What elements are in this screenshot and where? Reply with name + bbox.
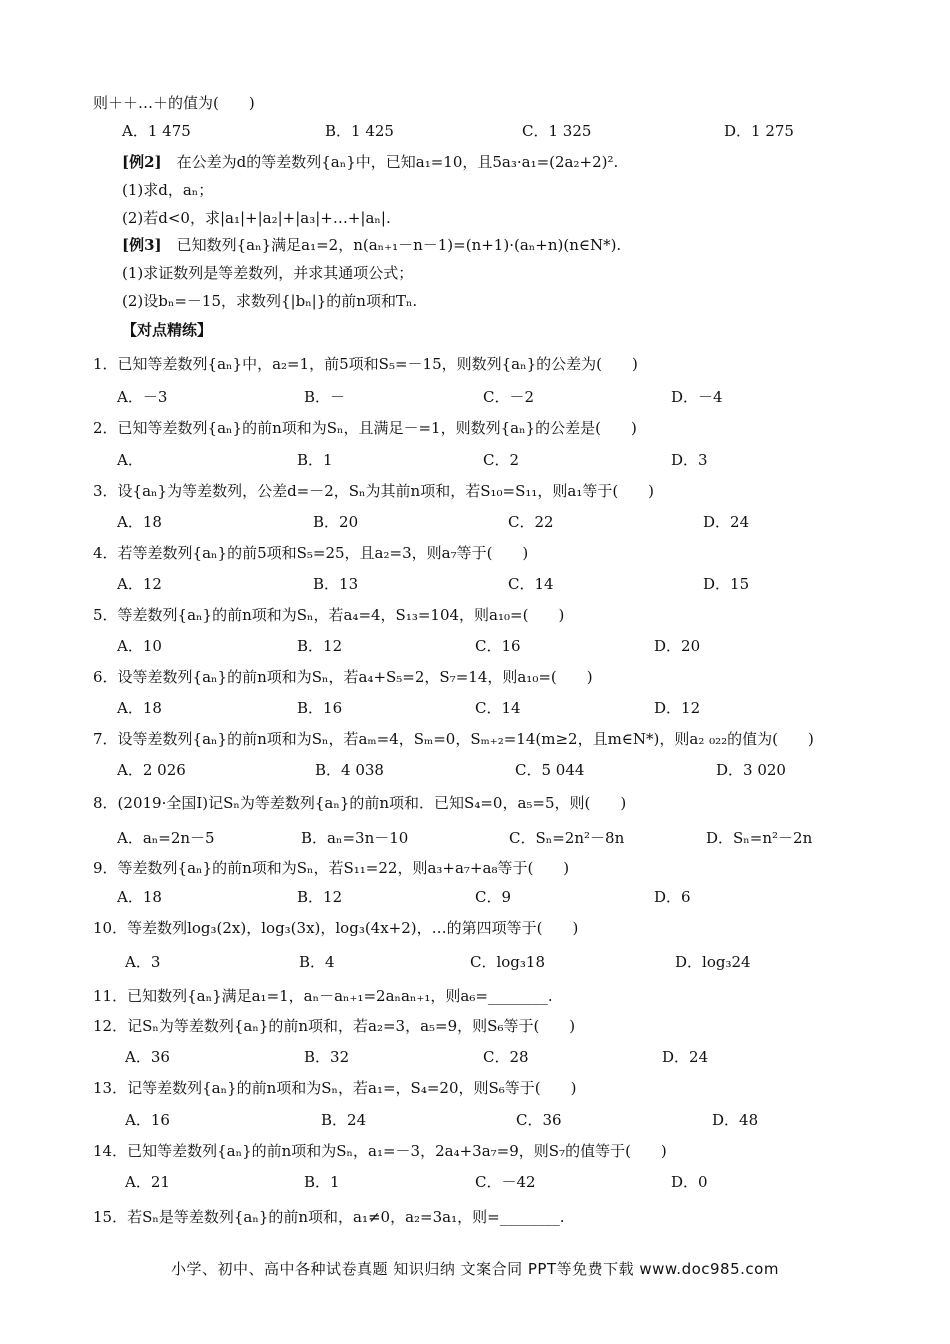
answer-option: D．－4 xyxy=(671,388,723,406)
line-text: (1)求证数列是等差数列，并求其通项公式； xyxy=(122,264,414,282)
answer-option: B．1 xyxy=(297,451,333,469)
options-row xyxy=(0,387,950,407)
line-text: 14．已知等差数列{aₙ}的前n项和为Sₙ，a₁=－3，2a₄+3a₇=9，则S₇的值等于( ) xyxy=(93,1142,667,1160)
answer-option: C．－2 xyxy=(483,388,535,406)
answer-option: D．log₃24 xyxy=(675,953,751,971)
answer-option: C．36 xyxy=(516,1111,562,1129)
line-text: 则＋＋…＋的值为( ) xyxy=(93,94,255,112)
answer-option: C．Sₙ=2n²－8n xyxy=(509,829,625,847)
answer-option: C．14 xyxy=(508,575,554,593)
options-row xyxy=(0,887,950,907)
question-line xyxy=(122,263,413,283)
answer-option: D．Sₙ=n²－2n xyxy=(706,829,813,847)
answer-option: D．15 xyxy=(703,575,750,593)
line-text: 13．记等差数列{aₙ}的前n项和为Sₙ，若a₁=，S₄=20，则S₆等于( ) xyxy=(93,1079,577,1097)
answer-option: A．18 xyxy=(117,888,162,906)
question-line xyxy=(93,93,255,113)
line-text: 11．已知数列{aₙ}满足a₁=1，aₙ－aₙ₊₁=2aₙaₙ₊₁，则a₆=________. xyxy=(93,987,553,1005)
answer-option: A．18 xyxy=(117,513,162,531)
line-text: 15．若Sₙ是等差数列{aₙ}的前n项和，a₁≠0，a₂=3a₁，则=________. xyxy=(93,1208,565,1226)
options-row xyxy=(0,121,950,141)
question-line xyxy=(122,180,213,200)
answer-option: C．22 xyxy=(508,513,554,531)
options-row xyxy=(0,574,950,594)
answer-option: D．20 xyxy=(654,637,701,655)
options-row xyxy=(0,828,950,848)
answer-option: A．1 475 xyxy=(122,122,191,140)
options-row xyxy=(0,450,950,470)
question-line xyxy=(93,605,564,625)
line-text: 4．若等差数列{aₙ}的前5项和S₅=25，且a₂=3，则a₇等于( ) xyxy=(93,544,529,562)
answer-option: C．2 xyxy=(483,451,520,469)
options-row xyxy=(0,1047,950,1067)
answer-option: B．aₙ=3n－10 xyxy=(301,829,409,847)
footer-watermark: 小学、初中、高中各种试卷真题 知识归纳 文案合同 PPT等免费下载 www.doc985.com xyxy=(171,1260,779,1278)
answer-option: C．16 xyxy=(475,637,521,655)
question-line xyxy=(93,1078,577,1098)
answer-option: C．5 044 xyxy=(515,761,585,779)
line-text: 12．记Sₙ为等差数列{aₙ}的前n项和，若a₂=3，a₅=9，则S₆等于( ) xyxy=(93,1017,576,1035)
line-text: 7．设等差数列{aₙ}的前n项和为Sₙ，若aₘ=4，Sₘ=0，Sₘ₊₂=14(m≥2，且m∈N*)，则a₂ ₀₂₂的值为( ) xyxy=(93,730,814,748)
options-row xyxy=(0,636,950,656)
answer-option: D．1 275 xyxy=(724,122,794,140)
answer-option: D．6 xyxy=(654,888,691,906)
answer-option: B．1 xyxy=(304,1173,340,1191)
line-text: (2)若d<0，求|a₁|+|a₂|+|a₃|+…+|aₙ|. xyxy=(122,209,391,227)
question-line xyxy=(93,1016,575,1036)
question-line xyxy=(93,858,569,878)
options-row xyxy=(0,760,950,780)
question-line xyxy=(93,1141,667,1161)
question-line xyxy=(93,729,814,749)
answer-option: B．4 xyxy=(299,953,335,971)
answer-option: D．12 xyxy=(654,699,701,717)
line-text: 在公差为d的等差数列{aₙ}中，已知a₁=10，且5a₃·a₁=(2a₂+2)². xyxy=(161,153,619,171)
question-line xyxy=(93,543,528,563)
example-label: [例2] xyxy=(122,153,162,171)
question-line xyxy=(93,667,593,687)
question-line xyxy=(122,208,391,228)
answer-option: B．20 xyxy=(313,513,359,531)
answer-option: B．32 xyxy=(304,1048,350,1066)
answer-option: C．log₃18 xyxy=(470,953,546,971)
answer-option: B．4 038 xyxy=(315,761,384,779)
answer-option: B．24 xyxy=(321,1111,367,1129)
question-line xyxy=(93,481,654,501)
answer-option: D．24 xyxy=(662,1048,709,1066)
question-line xyxy=(93,793,626,813)
options-row xyxy=(0,1172,950,1192)
example-label: [例3] xyxy=(122,236,162,254)
line-text: 6．设等差数列{aₙ}的前n项和为Sₙ，若a₄+S₅=2，S₇=14，则a₁₀=( ) xyxy=(93,668,593,686)
options-row xyxy=(0,698,950,718)
answer-option: A．12 xyxy=(117,575,162,593)
answer-option: D．3 xyxy=(671,451,708,469)
answer-option: B．12 xyxy=(297,888,343,906)
answer-option: C．9 xyxy=(475,888,512,906)
line-text: (1)求d，aₙ； xyxy=(122,181,214,199)
answer-option: A．36 xyxy=(125,1048,170,1066)
question-line xyxy=(93,986,553,1006)
question-line xyxy=(93,1207,564,1227)
answer-option: B．－ xyxy=(304,388,346,406)
answer-option: A．21 xyxy=(125,1173,170,1191)
line-text: 10．等差数列log₃(2x)，log₃(3x)，log₃(4x+2)，…的第四项等于( ) xyxy=(93,919,579,937)
line-text: 5．等差数列{aₙ}的前n项和为Sₙ，若a₄=4，S₁₃=104，则a₁₀=( ) xyxy=(93,606,565,624)
answer-option: C．－42 xyxy=(475,1173,536,1191)
answer-option: A．16 xyxy=(125,1111,170,1129)
line-text: 3．设{aₙ}为等差数列，公差d=－2，Sₙ为其前n项和，若S₁₀=S₁₁，则a₁等于( ) xyxy=(93,482,655,500)
line-text: (2)设bₙ=－15，求数列{|bₙ|}的前n项和Tₙ. xyxy=(122,292,418,310)
answer-option: C．1 325 xyxy=(522,122,592,140)
options-row xyxy=(0,512,950,532)
question-line xyxy=(93,918,578,938)
section-heading xyxy=(122,320,212,340)
answer-option: A． xyxy=(117,451,143,469)
answer-option: A．18 xyxy=(117,699,162,717)
answer-option: A．3 xyxy=(125,953,161,971)
answer-option: D．3 020 xyxy=(716,761,786,779)
line-text: 8．(2019·全国Ⅰ)记Sₙ为等差数列{aₙ}的前n项和．已知S₄=0，a₅=5，则( ) xyxy=(93,794,627,812)
answer-option: A．10 xyxy=(117,637,162,655)
line-text: 已知数列{aₙ}满足a₁=2，n(aₙ₊₁－n－1)=(n+1)·(aₙ+n)(n∈N*). xyxy=(161,236,622,254)
answer-option: A．aₙ=2n－5 xyxy=(117,829,215,847)
question-line xyxy=(122,152,618,172)
answer-option: D．48 xyxy=(712,1111,759,1129)
answer-option: A．－3 xyxy=(117,388,168,406)
answer-option: B．1 425 xyxy=(325,122,394,140)
question-line xyxy=(93,354,638,374)
options-row xyxy=(0,952,950,972)
line-text: 2．已知等差数列{aₙ}的前n项和为Sₙ，且满足－=1，则数列{aₙ}的公差是( ) xyxy=(93,419,637,437)
question-line xyxy=(122,235,621,255)
line-text: 1．已知等差数列{aₙ}中，a₂=1，前5项和S₅=－15，则数列{aₙ}的公差为( ) xyxy=(93,355,638,373)
line-text: 【对点精练】 xyxy=(122,321,213,339)
answer-option: D．24 xyxy=(703,513,750,531)
answer-option: C．14 xyxy=(475,699,521,717)
answer-option: A．2 026 xyxy=(117,761,186,779)
options-row xyxy=(0,1110,950,1130)
question-line xyxy=(122,291,417,311)
answer-option: B．12 xyxy=(297,637,343,655)
answer-option: D．0 xyxy=(671,1173,708,1191)
answer-option: B．13 xyxy=(313,575,359,593)
question-line xyxy=(93,418,637,438)
answer-option: B．16 xyxy=(297,699,343,717)
answer-option: C．28 xyxy=(483,1048,529,1066)
line-text: 9．等差数列{aₙ}的前n项和为Sₙ，若S₁₁=22，则a₃+a₇+a₈等于( ) xyxy=(93,859,570,877)
